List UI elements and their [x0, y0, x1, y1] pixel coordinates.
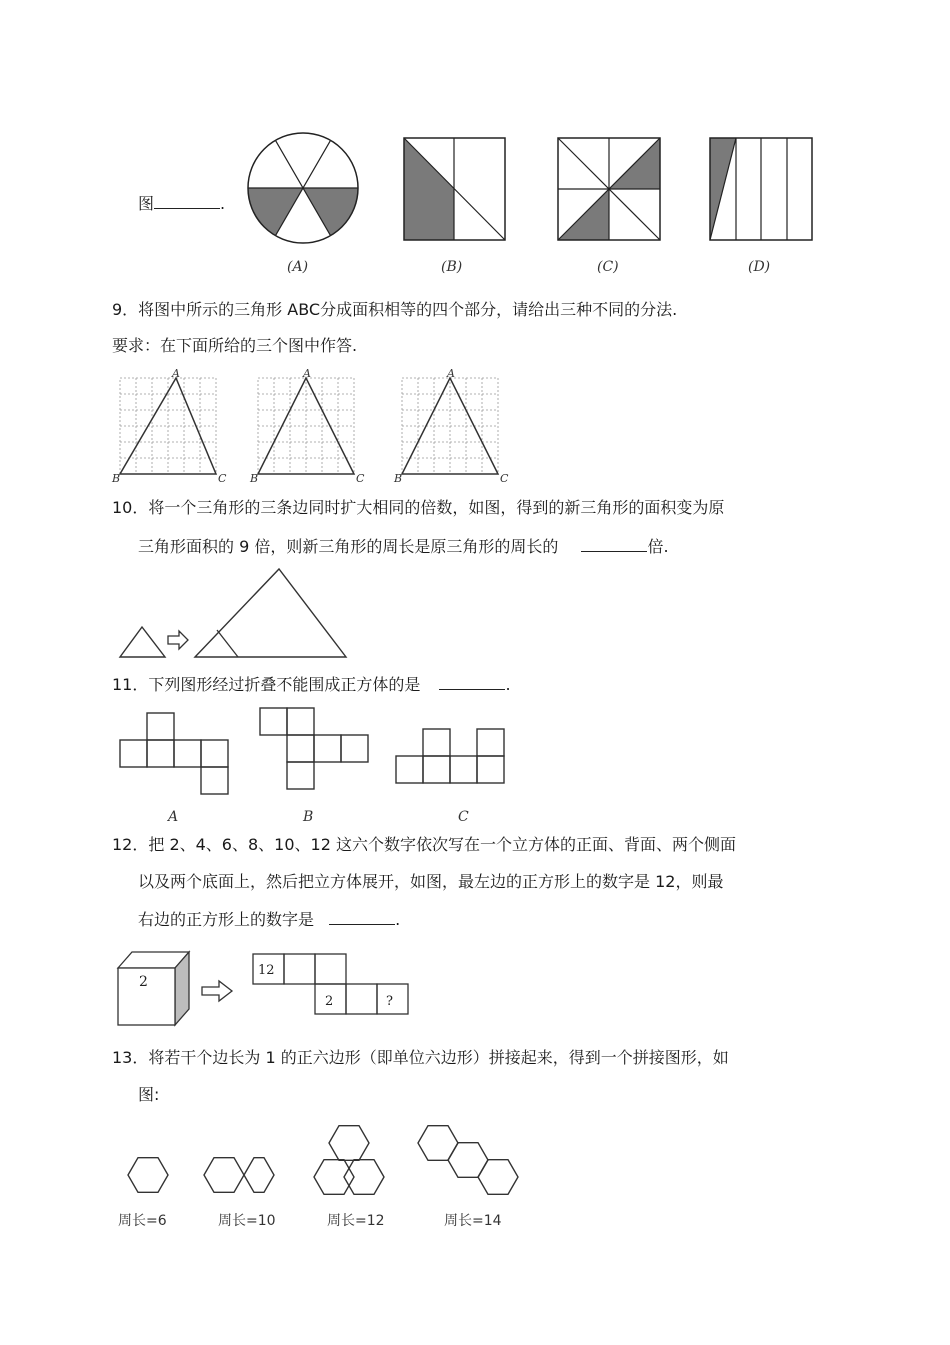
q11-label-c: C [458, 809, 469, 825]
q13-hex-figure-4 [418, 1126, 518, 1195]
q13-hex-figure-2 [204, 1158, 276, 1193]
q9-grid3-vertex-b: B [394, 472, 403, 485]
q9-grid2-vertex-b: B [250, 472, 259, 485]
q9-grid3-vertex-a: A [447, 367, 455, 380]
q12-net-left-number: 12 [258, 963, 275, 978]
q11-nets [112, 705, 512, 827]
q12-cube-figure [112, 946, 422, 1030]
q10-triangle-figure [112, 565, 352, 661]
q10-line2-suffix: 倍. [647, 537, 669, 556]
q9-line2: 要求：在下面所给的三个图中作答. [112, 336, 358, 355]
q12-line2: 以及两个底面上，然后把立方体展开，如图，最左边的正方形上的数字是 12，则最 [138, 872, 724, 891]
q9-grid3-vertex-c: C [500, 472, 509, 485]
q8-answer-line [138, 192, 225, 215]
q8-prefix: 图 [138, 194, 155, 213]
q9-grid-3 [393, 367, 509, 485]
q13-hex-figure-3 [314, 1126, 384, 1195]
q9-grid1-vertex-c: C [218, 472, 227, 485]
q9-grid-1 [111, 367, 227, 485]
q8-answer-blank[interactable] [154, 192, 220, 209]
q13-line2: 图: [138, 1085, 160, 1104]
q11-net-b [260, 708, 368, 789]
q12-line3 [138, 908, 400, 931]
q11-answer-blank[interactable] [439, 673, 505, 690]
q9-grid1-vertex-b: B [112, 472, 121, 485]
q12-answer-blank[interactable] [329, 908, 395, 925]
q12-line3-suffix: . [395, 910, 401, 929]
q11-line1-prefix: 11．下列图形经过折叠不能围成正方体的是 [112, 675, 421, 694]
q8-figure-b [404, 138, 505, 240]
q10-large-triangle [195, 569, 346, 657]
q13-perimeter-3: 周长=12 [327, 1213, 385, 1229]
q8-figures [240, 130, 820, 280]
q8-option-c-label: (C) [597, 259, 619, 275]
q12-line1: 12．把 2、4、6、8、10、12 这六个数字依次写在一个立方体的正面、背面、两个侧面 [112, 835, 736, 854]
q12-arrow-icon [202, 981, 232, 1001]
q8-a-shaded-right [303, 188, 358, 236]
q10-answer-blank[interactable] [581, 535, 647, 552]
q10-line2 [138, 535, 669, 558]
q11-label-a: A [168, 809, 179, 825]
q11-label-b: B [303, 809, 314, 825]
q9-grid-2 [249, 367, 365, 485]
q8-b-shaded [404, 138, 454, 240]
q13-line1: 13．将若干个边长为 1 的正六边形（即单位六边形）拼接起来，得到一个拼接图形，如 [112, 1048, 729, 1067]
q8-a-shaded-left [248, 188, 303, 236]
q12-line3-prefix: 右边的正方形上的数字是 [138, 910, 315, 929]
q10-small-triangle [120, 627, 165, 657]
q8-option-a-label: (A) [287, 259, 309, 275]
q13-perimeter-2: 周长=10 [218, 1213, 276, 1229]
q9-grid2-vertex-a: A [303, 367, 311, 380]
q13-perimeter-4: 周长=14 [444, 1213, 502, 1229]
q8-figure-d [710, 138, 812, 240]
q9-grid2-vertex-c: C [356, 472, 365, 485]
q9-grid1-vertex-a: A [172, 367, 180, 380]
q10-line2-prefix: 三角形面积的 9 倍，则新三角形的周长是原三角形的周长的 [138, 537, 559, 556]
q12-cube [118, 952, 189, 1025]
q11-line1-suffix: . [505, 675, 511, 694]
q13-hexagon-figures [112, 1115, 522, 1235]
q10-arrow-icon [168, 631, 188, 649]
q11-net-c [396, 729, 504, 783]
q12-net-mid-number: 2 [325, 994, 334, 1009]
q12-net-unknown: ? [386, 994, 393, 1009]
q13-hex-figure-1 [128, 1158, 168, 1193]
q11-line1 [112, 673, 511, 696]
q11-net-a [120, 713, 228, 794]
q8-figure-a [248, 133, 358, 243]
q8-option-d-label: (D) [748, 259, 771, 275]
q8-suffix: . [220, 194, 226, 213]
q10-line1: 10．将一个三角形的三条边同时扩大相同的倍数，如图，得到的新三角形的面积变为原 [112, 498, 725, 517]
q9-triangle-grids [112, 367, 512, 485]
q12-cube-face-number: 2 [139, 974, 148, 990]
q9-line1: 9．将图中所示的三角形 ABC分成面积相等的四个部分，请给出三种不同的分法. [112, 300, 678, 319]
q8-figure-c [558, 138, 660, 240]
q8-option-b-label: (B) [441, 259, 463, 275]
q13-perimeter-1: 周长=6 [118, 1213, 167, 1229]
